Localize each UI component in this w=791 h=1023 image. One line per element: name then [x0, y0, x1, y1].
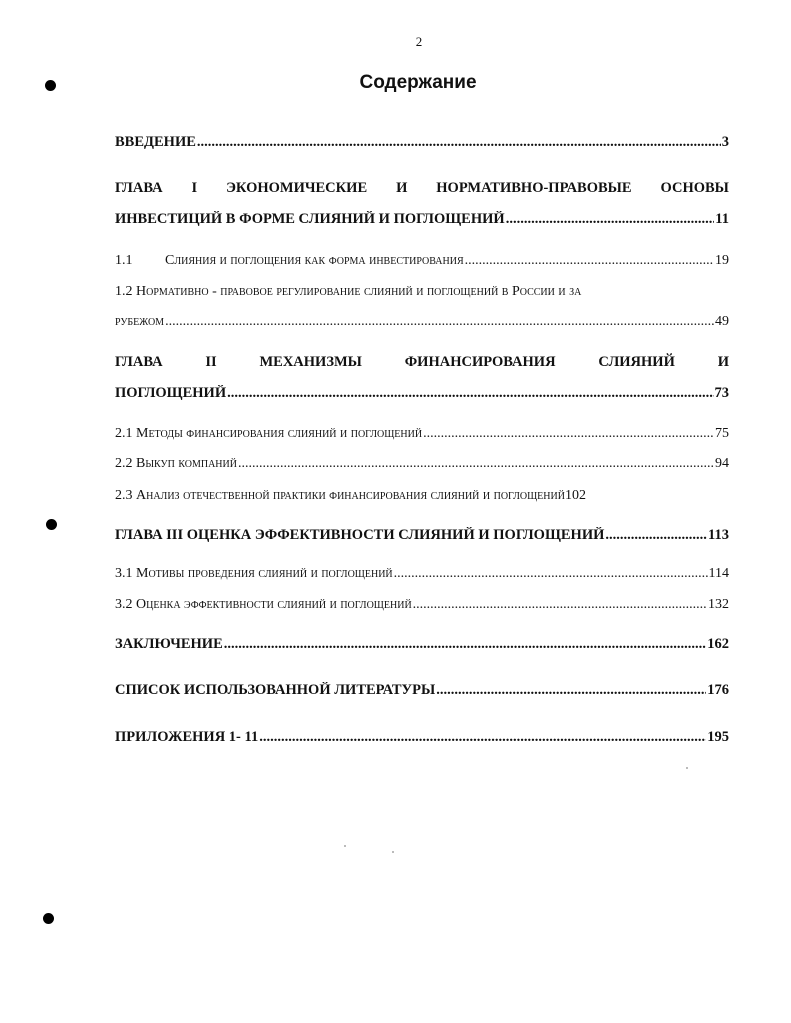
toc-entry-title: 2.2 Выкуп компаний [115, 456, 237, 471]
toc-entry-section-3-1[interactable] [115, 566, 729, 582]
toc-entry-title: ГЛАВА III ОЦЕНКА ЭФФЕКТИВНОСТИ СЛИЯНИЙ И ПОГЛОЩЕНИЙ [115, 527, 605, 543]
toc-leader-dots [165, 314, 714, 330]
toc-word: И [396, 180, 408, 196]
toc-entry-page: 114 [708, 566, 729, 581]
toc-entry-section-1-2[interactable] [115, 284, 729, 330]
toc-entry-title: 2.3 Анализ отечественной практики финансирования слияний и поглощений [115, 488, 565, 503]
toc-entry-title-line2: рубежом [115, 314, 165, 329]
toc-entry-title: ВВЕДЕНИЕ [115, 134, 196, 150]
page-title: Содержание [359, 72, 477, 93]
toc-entry-page: 75 [715, 426, 729, 441]
toc-entry-page: 102 [564, 488, 586, 503]
toc-entry-title: Слияния и поглощения как форма инвестирования [165, 253, 464, 268]
toc-entry-section-3-2[interactable] [115, 597, 729, 613]
toc-entry-conclusion[interactable] [115, 636, 729, 653]
toc-entry-page: 162 [707, 636, 729, 652]
toc-entry-page: 113 [708, 527, 729, 543]
toc-word: ГЛАВА [115, 354, 163, 370]
toc-word: II [205, 354, 217, 370]
toc-word: ФИНАНСИРОВАНИЯ [404, 354, 556, 370]
toc-entry-page: 132 [708, 597, 729, 612]
scan-speck [686, 767, 688, 769]
toc-leader-dots [259, 729, 706, 746]
toc-leader-dots [238, 456, 714, 472]
toc-word: И [717, 354, 729, 370]
toc-leader-dots [227, 385, 713, 402]
toc-word: ГЛАВА [115, 180, 163, 196]
toc-entry-page: 11 [715, 211, 729, 227]
toc-entry-title: СПИСОК ИСПОЛЬЗОВАННОЙ ЛИТЕРАТУРЫ [115, 682, 436, 698]
toc-leader-dots [197, 134, 721, 151]
toc-entry-section-2-2[interactable] [115, 456, 729, 472]
toc-entry-title: ЗАКЛЮЧЕНИЕ [115, 636, 223, 652]
binder-hole-mark [45, 80, 56, 91]
toc-entry-title: 3.2 Оценка эффективности слияний и поглощений [115, 597, 412, 612]
toc-entry-chapter-1[interactable] [115, 180, 729, 228]
toc-leader-dots [224, 636, 706, 653]
toc-entry-chapter-2[interactable] [115, 354, 729, 402]
toc-entry-references[interactable] [115, 682, 729, 699]
scan-speck [392, 851, 394, 853]
toc-entry-title-line1 [115, 354, 729, 371]
toc-word: ОСНОВЫ [660, 180, 729, 196]
toc-entry-title: ПРИЛОЖЕНИЯ 1- 11 [115, 729, 259, 745]
toc-entry-section-2-3[interactable] [115, 488, 729, 504]
toc-entry-page: 94 [715, 456, 729, 471]
toc-word: ЭКОНОМИЧЕСКИЕ [226, 180, 368, 196]
toc-word: НОРМАТИВНО-ПРАВОВЫЕ [436, 180, 632, 196]
toc-entry-page: 49 [715, 314, 729, 329]
toc-entry-page: 176 [707, 682, 729, 698]
toc-entry-intro[interactable] [115, 134, 729, 151]
toc-entry-title-line1: 1.2 Нормативно - правовое регулирование слияний и поглощений в России и за [115, 284, 582, 299]
toc-entry-page: 19 [715, 253, 729, 268]
toc-entry-page: 195 [707, 729, 729, 745]
toc-entry-chapter-3[interactable] [115, 527, 729, 544]
scan-speck [344, 845, 346, 847]
toc-entry-section-1-1[interactable] [115, 253, 729, 269]
toc-leader-dots [394, 566, 708, 582]
page-number: 2 [415, 34, 423, 49]
toc-word: МЕХАНИЗМЫ [259, 354, 362, 370]
toc-entry-page: 3 [721, 134, 729, 150]
toc-entry-section-2-1[interactable] [115, 426, 729, 442]
toc-leader-dots [506, 211, 715, 228]
binder-hole-mark [46, 519, 57, 530]
toc-word: I [191, 180, 198, 196]
binder-hole-mark [43, 913, 54, 924]
toc-entry-title: 3.1 Мотивы проведения слияний и поглощений [115, 566, 393, 581]
toc-leader-dots [605, 527, 707, 544]
toc-entry-title-line2: ПОГЛОЩЕНИЙ [115, 385, 227, 401]
toc-word: СЛИЯНИЙ [598, 354, 675, 370]
toc-entry-title: 2.1 Методы финансирования слияний и поглощений [115, 426, 423, 441]
toc-entry-title-line2: ИНВЕСТИЦИЙ В ФОРМЕ СЛИЯНИЙ И ПОГЛОЩЕНИЙ [115, 211, 505, 227]
toc-leader-dots [465, 253, 714, 269]
toc-entry-appendices[interactable] [115, 729, 729, 746]
toc-section-number: 1.1 [115, 253, 133, 268]
toc-entry-page: 73 [714, 385, 729, 401]
toc-leader-dots [436, 682, 706, 699]
toc-leader-dots [423, 426, 714, 442]
toc-leader-dots [413, 597, 707, 613]
toc-entry-title-line1 [115, 180, 729, 197]
